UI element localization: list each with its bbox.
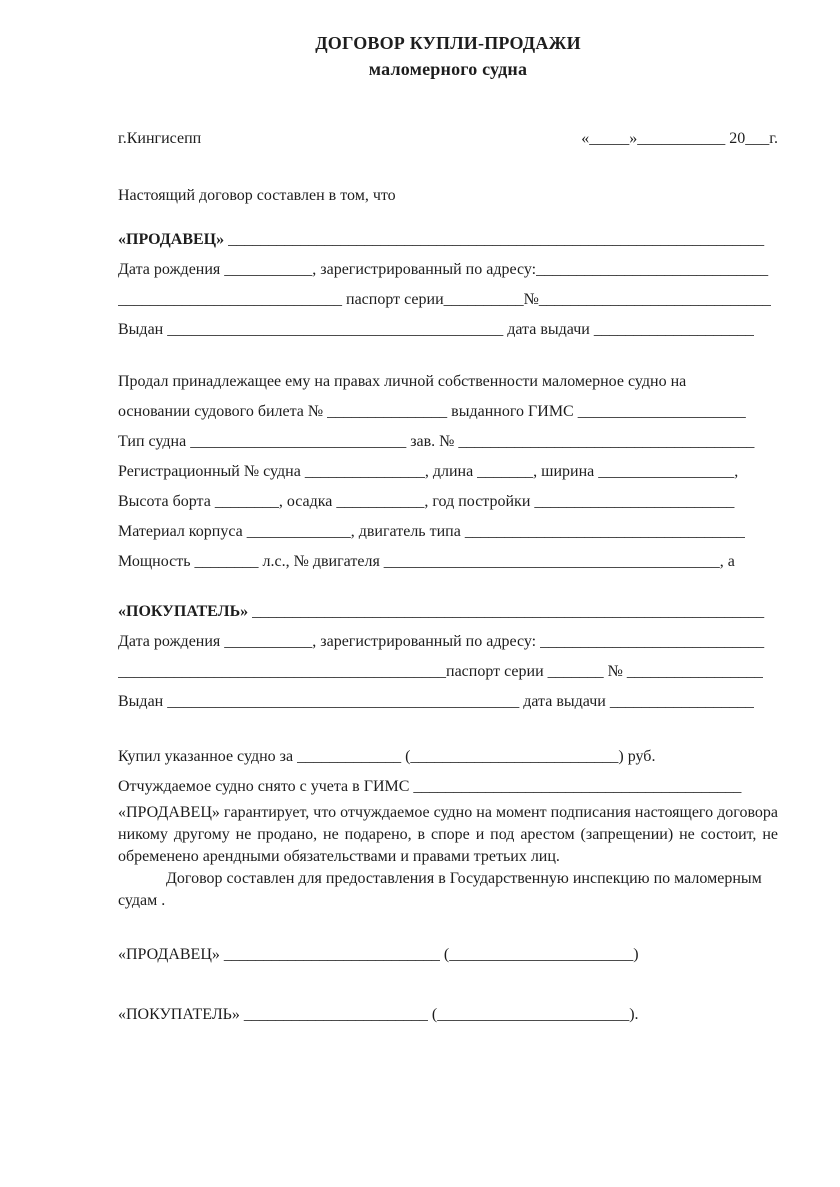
guarantee-clause: «ПРОДАВЕЦ» гарантирует, что отчуждаемое судно на момент подписания настоящего договора никому другому не продано, не подарено, в споре и под арестом (запрещении) не состоит, не обременено арендными обязательствами и правами третьих лиц. — [118, 804, 778, 865]
date-blank-line: «_____»___________ 20___г. — [581, 130, 778, 147]
seller-passport-line: ____________________________ паспорт серии__________№_____________________________ — [118, 291, 771, 308]
document-subtitle: маломерного судна — [368, 59, 528, 79]
city-label: г.Кингисепп — [118, 130, 202, 147]
seller-label: «ПРОДАВЕЦ» — [118, 231, 225, 248]
seller-passport-issued-line: Выдан __________________________________________ дата выдачи ____________________ — [118, 321, 754, 338]
purchase-price-line: Купил указанное судно за _____________ (__________________________) руб. — [118, 748, 656, 765]
seller-signature-line: «ПРОДАВЕЦ» ___________________________ (_______________________) — [118, 946, 639, 963]
buyer-signature-line: «ПОКУПАТЕЛЬ» _______________________ (________________________). — [118, 1006, 639, 1023]
deregistration-line: Отчуждаемое судно снято с учета в ГИМС _________________________________________ — [118, 778, 742, 795]
intro-text: Настоящий договор составлен в том, что — [118, 187, 396, 204]
seller-section — [118, 225, 778, 345]
buyer-passport-line: _________________________________________паспорт серии _______ № _________________ — [118, 663, 763, 680]
city-date-row — [118, 128, 778, 150]
vessel-sold-line-2: основании судового билета № _______________ выданного ГИМС _____________________ — [118, 403, 746, 420]
buyer-name-blank: ________________________________________________________________ — [248, 603, 765, 620]
buyer-section — [118, 597, 778, 717]
seller-name-line — [118, 225, 778, 255]
buyer-label: «ПОКУПАТЕЛЬ» — [118, 603, 249, 620]
vessel-type-line: Тип судна ___________________________ зав. № _____________________________________ — [118, 433, 755, 450]
vessel-material-line: Материал корпуса _____________, двигатель типа ___________________________________ — [118, 523, 745, 540]
buyer-passport-issued-line: Выдан ____________________________________________ дата выдачи __________________ — [118, 693, 754, 710]
vessel-sold-line-1: Продал принадлежащее ему на правах личной собственности маломерное судно на — [118, 373, 687, 390]
vessel-engine-power-line: Мощность ________ л.с., № двигателя __________________________________________, а — [118, 553, 735, 570]
purchase-section — [118, 742, 778, 802]
document-title-block — [118, 30, 778, 82]
vessel-registration-line: Регистрационный № судна _______________, длина _______, ширина _________________, — [118, 463, 739, 480]
vessel-section — [118, 367, 778, 577]
seller-birth-line: Дата рождения ___________, зарегистрированный по адресу:_____________________________ — [118, 261, 769, 278]
document-title: ДОГОВОР КУПЛИ-ПРОДАЖИ — [315, 33, 581, 53]
seller-name-blank: ___________________________________________________________________ — [224, 231, 765, 248]
buyer-birth-line: Дата рождения ___________, зарегистрированный по адресу: ____________________________ — [118, 633, 765, 650]
buyer-name-line — [118, 597, 778, 627]
vessel-dimensions-line: Высота борта ________, осадка ___________, год постройки _________________________ — [118, 493, 735, 510]
purpose-clause: Договор составлен для предоставления в Государственную инспекцию по маломерным судам . — [118, 870, 762, 909]
